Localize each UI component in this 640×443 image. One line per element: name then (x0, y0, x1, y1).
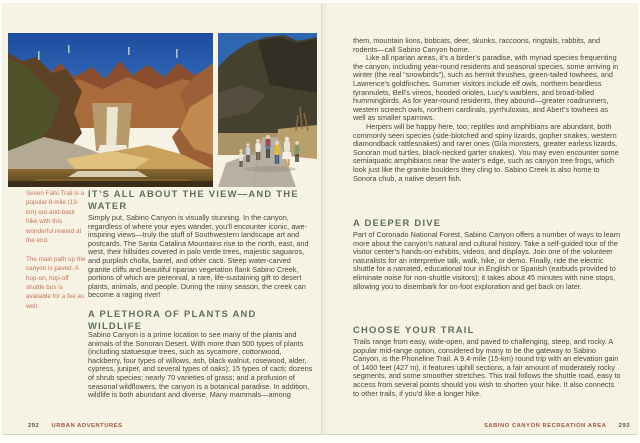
paragraph-herps: Herpers will be happy here, too; reptiles and amphibians are abundant, both commonly seen species (side-blotched and spiny lizards, gopher snakes, western diamondback rattlesnakes) and rarer ones (Gila monsters, greater earless lizards, Sonoran mud turtles, black-necked garter snakes). You may even encounter some semiaquatic amphibians near the water’s edge, such as canyon tree frogs, which look just like the granite boulders they cling to. Sabino Creek is also home to Sonora chub, a native desert fish. (353, 121, 619, 183)
running-head-left: URBAN ADVENTURES (51, 423, 123, 429)
page-bottom-edge (2, 434, 638, 435)
section-heading-view-water: IT’S ALL ABOUT THE VIEW—AND THE WATER (88, 188, 299, 212)
waterfall-photo-art (8, 33, 213, 187)
paragraph-continuation: them, mountain lions, bobcats, deer, skunks, raccoons, ringtails, rabbits, and rodents—call Sabino Canyon home. (353, 36, 601, 54)
section-body-deeper-dive (353, 231, 621, 291)
paragraph-birds: Like all riparian areas, it’s a birder’s paradise, with myriad species frequenting the canyon, including year-round residents and seasonal species, some arriving in winter (the real “snowbirds”), such as hermit thrushes, green-tailed towhees, and Lawrence’s goldfinches. Summer visitors include elf owls, northern beardless tyrannulets, Bell’s vireos, hooded orioles, Lucy’s warblers, and broad-billed hummingbirds. As for year-round residents, they abound—greater roadrunners, western screech owls, northern cardinals, pyrrhuloxias, and Abert’s towhees as well as smaller sparrows. (353, 53, 619, 123)
caption-main-path: The main path up the canyon is paved. A hop-on, hop-off shuttle bus is available for a fee as well. (26, 255, 86, 310)
running-head-right: SABINO CANYON RECREATION AREA (483, 423, 607, 429)
section-heading-plants-wildlife: A PLETHORA OF PLANTS AND WILDLIFE (88, 308, 257, 332)
waterfall-photo (8, 33, 213, 187)
section-heading-deeper-dive: A DEEPER DIVE (353, 217, 442, 228)
page-gutter-shadow (322, 3, 329, 434)
caption-seven-falls: Seven Falls Trail is a popular 8-mile (13-km) out-and-back hike with this wonderful reward at the end. (26, 190, 85, 245)
hikers-photo-art (218, 33, 317, 187)
photo-captions (26, 189, 86, 320)
section-body-view-water (88, 214, 314, 300)
footer-left (28, 423, 123, 429)
section-heading-choose-trail: CHOOSE YOUR TRAIL (353, 324, 475, 335)
right-page-running-text (353, 37, 621, 183)
hikers-photo (218, 33, 317, 187)
paragraph: Simply put, Sabino Canyon is visually stunning. In the canyon, regardless of where your eyes wander, you’ll encounter iconic, awe-inspiring views—truly the stuff of Southwestern landscape art and postcards. The Santa Catalina Mountains rise to the north, east, and west, their hillsides covered in palo verde trees, majestic saguaros, and purplish cholla, barrel, and other cacti. Steep water-carved granite cliffs and beautiful riparian vegetation flank Sabino Creek, portions of which are perennial, a rare, life-sustaining gift to desert plants, animals, and people. During the rainy season, the creek can become a raging river! (88, 213, 309, 300)
section-body-plants-wildlife (88, 331, 314, 400)
page-number-right: 293 (618, 423, 630, 429)
paragraph: Part of Coronado National Forest, Sabino Canyon offers a number of ways to learn more about the canyon’s natural and cultural history. Take a self-guided tour of the visitor center’s hands-on exhibits, videos, and displays. Join one of the volunteer naturalists for an interpretive talk, walk, hike, or demo. Finally, ride the electric shuttle for a narrated, educational tour in English or Spanish (earbuds provided to eliminate noise for non-shuttle visitors); it takes about 45 minutes with nine stops, allowing you to disembark for on-foot exploration and get back on later. (353, 230, 621, 291)
section-body-choose-trail (353, 338, 621, 398)
paragraph: Sabino Canyon is a prime location to see many of the plants and animals of the Sonoran Desert. With more than 500 types of plants (including statuesque trees, such as sycamore, cottonwood, hackberry, four types of willows, ash, black walnut, rosewood, alder, cypress, juniper, and several types of oaks); 15 types of cacti; dozens of shrub species; nearly 70 varieties of grass; and a profusion of seasonal wildflowers, the canyon is a botanical paradise. In addition, wildlife is both abundant and diverse. Many mammals—among (88, 330, 313, 400)
footer-right (484, 423, 630, 429)
paragraph: Trails range from easy, wide-open, and paved to challenging, steep, and rocky. A popular mid-range option, considered by many to be the gateway to Sabino Canyon, is the Phoneline Trail. A 9.4-mile (15-km) round trip with an elevation gain of 1400 feet (427 m), it features uphill sections, a fair amount of moderately rocky segments, and some smoother stretches. This trail follows the shuttle road, easy to access from several points should you wish to shorten your hike. It also connects to other trails, if you’d like a longer hike. (353, 337, 621, 398)
page-number-left: 292 (28, 423, 40, 429)
